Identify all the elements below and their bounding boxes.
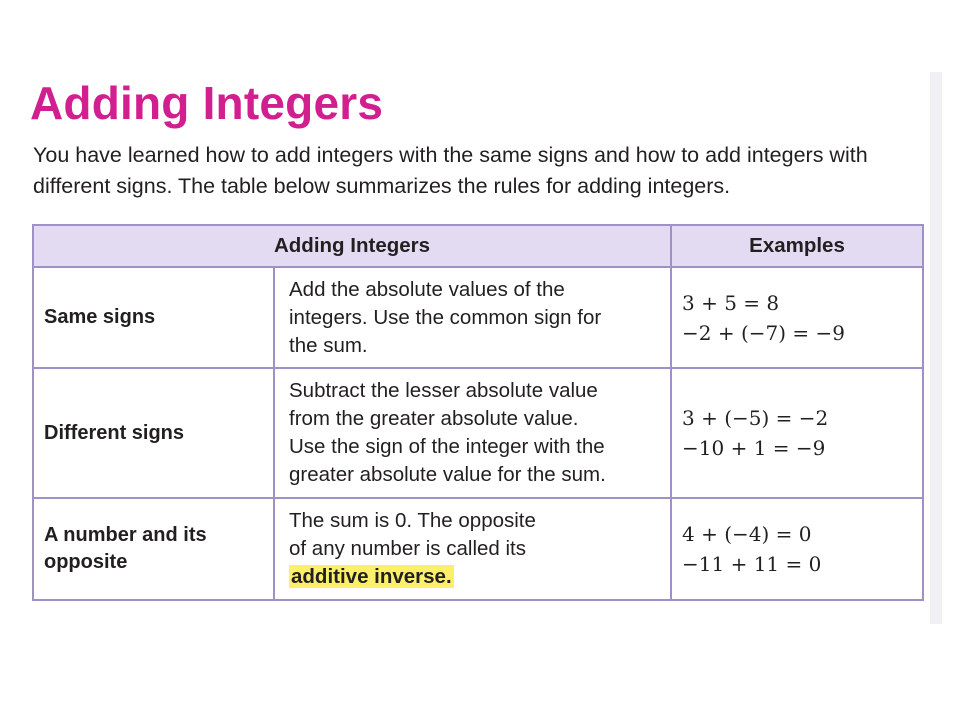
- rule-examples: [671, 267, 923, 368]
- page-title: Adding Integers: [30, 77, 384, 129]
- highlighted-term-additive-inverse: additive inverse.: [291, 565, 452, 588]
- rule-description: [274, 498, 671, 600]
- description-line: from the greater absolute value.: [289, 407, 579, 430]
- description-line: Subtract the lesser absolute value: [289, 379, 598, 402]
- description-line: integers. Use the common sign for: [289, 305, 602, 329]
- rule-name-line: opposite: [44, 551, 128, 573]
- table-row: [33, 498, 923, 600]
- rule-description: [274, 368, 671, 498]
- rule-name-line: A number and its: [44, 524, 207, 546]
- example-equation: −10 + 1 = −9: [682, 436, 826, 460]
- intro-paragraph: You have learned how to add integers with the same signs and how to add integers with different signs. The table below summarizes the rules for adding integers.: [33, 143, 868, 198]
- example-equation: 3 + 5 = 8: [682, 290, 780, 315]
- description-line: Use the sign of the integer with the: [289, 435, 605, 458]
- table-row: [33, 368, 923, 498]
- description-line: The sum is 0. The opposite: [289, 509, 536, 532]
- example-equation: −11 + 11 = 0: [682, 552, 822, 576]
- description-line: the sum.: [289, 333, 368, 357]
- rule-name-number-and-opposite: [33, 498, 274, 600]
- rule-examples: [671, 498, 923, 600]
- page-edge-strip: [930, 72, 942, 624]
- rule-description: [274, 267, 671, 368]
- rules-table: [32, 224, 924, 601]
- header-adding-integers: Adding Integers: [33, 225, 671, 267]
- description-line: [289, 563, 662, 591]
- example-equation: 4 + (−4) = 0: [682, 522, 812, 546]
- description-line: Add the absolute values of the: [289, 277, 565, 301]
- rule-examples: [671, 368, 923, 498]
- table-row: [33, 267, 923, 368]
- rule-name-different-signs: Different signs: [33, 368, 274, 498]
- description-line: of any number is called its: [289, 537, 527, 560]
- table-header-row: [33, 225, 923, 267]
- description-line: greater absolute value for the sum.: [289, 463, 606, 486]
- header-examples: Examples: [671, 225, 923, 267]
- example-equation: 3 + (−5) = −2: [682, 406, 829, 430]
- rule-name-same-signs: Same signs: [33, 267, 274, 368]
- example-equation: −2 + (−7) = −9: [682, 320, 846, 345]
